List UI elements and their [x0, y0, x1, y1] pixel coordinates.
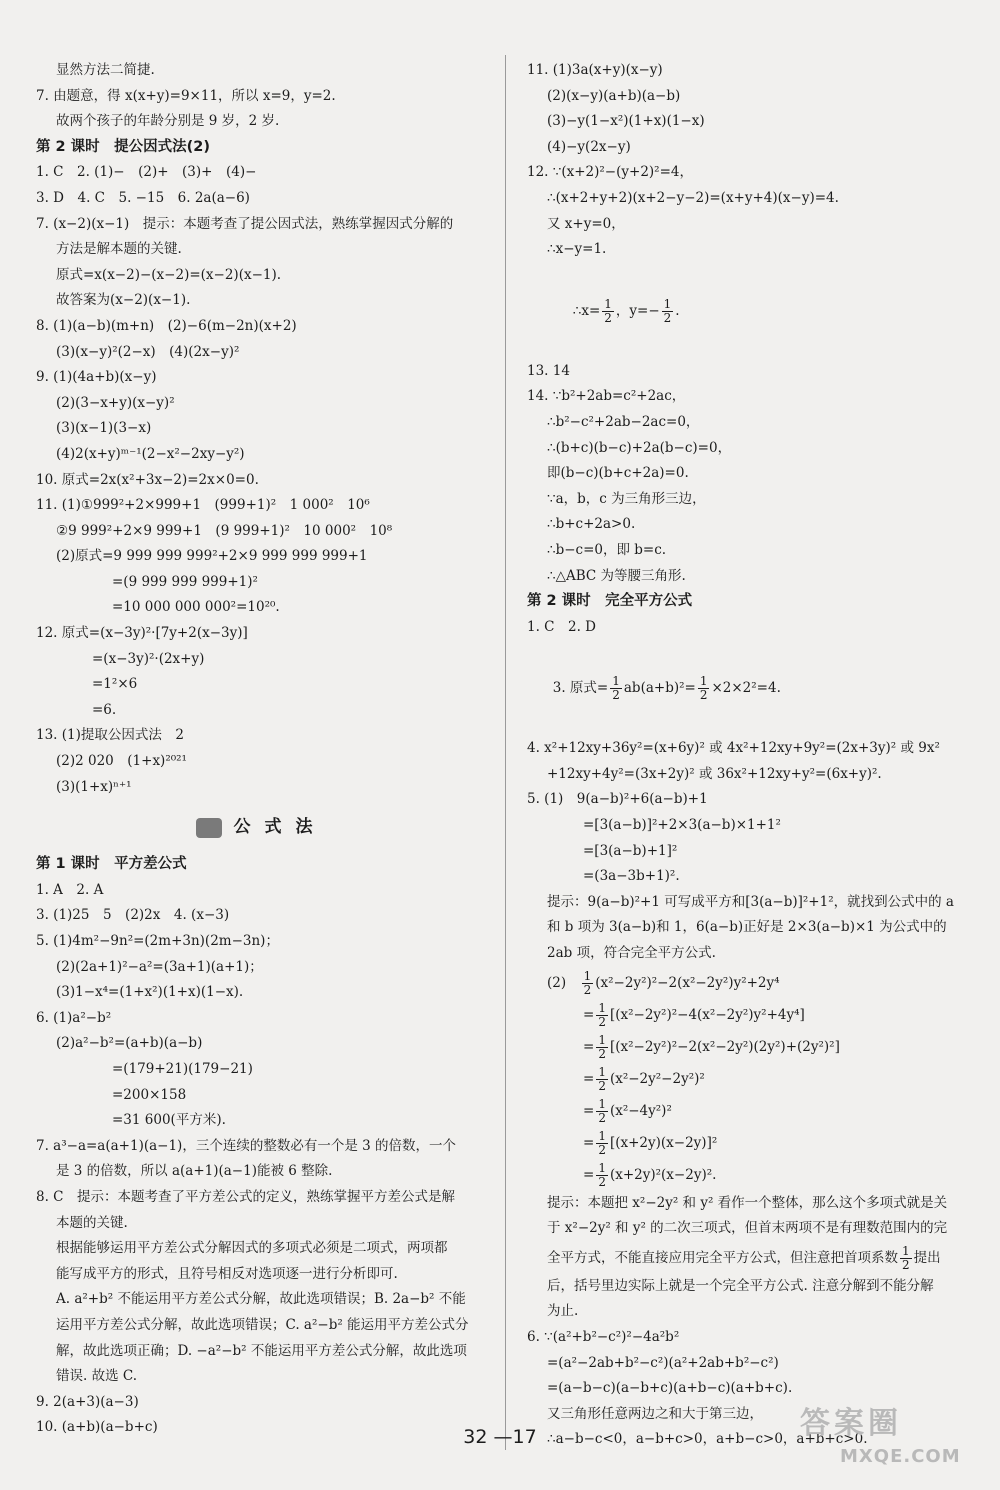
fraction-denominator: 2 [663, 310, 672, 325]
text-line: 提示：9(a−b)²+1 可写成平方和[3(a−b)]²+1²，就找到公式中的 a [547, 893, 954, 910]
right-column [527, 58, 979, 1453]
text-run: = [583, 1070, 595, 1087]
fraction-numerator: 1 [598, 1032, 606, 1047]
text-run: . [675, 302, 680, 319]
text-line: (3)(x−1)(3−x) [56, 420, 152, 437]
text-line: =(9 999 999 999+1)² [112, 573, 258, 590]
fraction-denominator: 2 [583, 982, 592, 997]
text-line: (4)−y(2x−y) [547, 138, 631, 155]
text-line: (4)2(x+y)ᵐ⁻¹(2−x²−2xy−y²) [56, 445, 245, 462]
fraction [596, 1162, 608, 1189]
fraction [596, 1130, 608, 1157]
text-run: (x²−2y²−2y²)² [609, 1070, 705, 1087]
text-line: 13. 14 [527, 362, 570, 379]
section-title: 公式法 [233, 817, 327, 838]
text-line: =10 000 000 000²=10²⁰. [112, 599, 280, 616]
text-line: 能写成平方的形式，且符号相反对选项逐一进行分析即可. [56, 1265, 398, 1282]
text-line: 故答案为(x−2)(x−1). [56, 292, 191, 309]
solution-line [527, 640, 979, 736]
fraction-numerator: 1 [699, 674, 708, 689]
text-run: ，y=− [615, 302, 660, 319]
text-line: 和 b 项为 3(a−b)和 1，6(a−b)正好是 2×3(a−b)×1 为公式中的 [547, 919, 947, 936]
text-line: =(3a−3b+1)². [583, 868, 680, 885]
text-line: 提示：本题把 x²−2y² 和 y² 看作一个整体，那么这个多项式就是关 [547, 1194, 948, 1211]
text-line: 5. (1) 9(a−b)²+6(a−b)+1 [527, 791, 708, 808]
text-run: 3. 原式= [552, 680, 609, 697]
text-line: 又三角形任意两边之和大于第三边， [547, 1405, 763, 1422]
fraction-numerator: 1 [598, 1096, 606, 1111]
text-line: 14. ∵b²+2ab=c²+2ac， [527, 388, 686, 405]
text-line: 9. 2(a+3)(a−3) [36, 1393, 139, 1410]
text-line: ∴△ABC 为等腰三角形. [547, 567, 686, 584]
fraction-denominator: 2 [598, 1046, 606, 1061]
text-line: 后，括号里边实际上就是一个完全平方公式. 注意分解到不能分解 [547, 1277, 934, 1294]
text-line: ∴a−b−c<0，a−b+c>0，a+b−c>0，a+b+c>0. [547, 1431, 868, 1448]
text-line: 显然方法二简捷. [56, 62, 155, 78]
text-line: 3. (1)25 5 (2)2x 4. (x−3) [36, 907, 230, 924]
text-run: = [583, 1038, 595, 1055]
fraction [582, 970, 594, 997]
fraction [602, 298, 614, 325]
text-run: ∴x= [572, 302, 601, 319]
text-run: = [583, 1102, 595, 1119]
text-line: 5. (1)4m²−9n²=(2m+3n)(2m−3n)； [36, 933, 279, 949]
lesson-heading: 第 2 课时 提公因式法(2) [36, 138, 211, 155]
fraction-numerator: 1 [663, 296, 672, 311]
watermark-url: MXQE.COM [840, 1446, 961, 1467]
section-header [36, 806, 486, 850]
text-line: 8. (1)(a−b)(m+n) (2)−6(m−2n)(x+2) [36, 317, 297, 334]
text-run: ab(a+b)²= [623, 680, 696, 697]
text-run: [(x²−2y²)²−4(x²−2y²)y²+4y⁴] [609, 1006, 805, 1023]
text-line: 10. 原式=2x(x²+3x−2)=2x×0=0. [36, 471, 259, 488]
fraction-numerator: 1 [604, 296, 612, 311]
solution-line [527, 263, 979, 359]
text-line: 本题的关键. [56, 1214, 128, 1231]
text-line: (2)(3−x+y)(x−y)² [56, 394, 175, 411]
solution-line [527, 1063, 979, 1095]
text-line: 11. (1)①999²+2×999+1 (999+1)² 1 000² 10⁶ [36, 497, 370, 514]
fraction-denominator: 2 [598, 1078, 606, 1093]
solution-line [527, 1242, 979, 1274]
text-line: 12. ∵(x+2)²−(y+2)²=4， [527, 164, 693, 181]
solution-line [527, 1095, 979, 1127]
text-run: (x²−2y²)²−2(x²−2y²)y²+2y⁴ [595, 974, 780, 991]
fraction-denominator: 2 [598, 1174, 606, 1189]
text-line: 6. (1)a²−b² [36, 1009, 112, 1026]
fraction-numerator: 1 [612, 674, 620, 689]
text-line: (2)2 020 (1+x)²⁰²¹ [56, 753, 187, 770]
solution-line [527, 967, 979, 999]
text-line: (3)(x−y)²(2−x) (4)(2x−y)² [56, 343, 240, 360]
text-line: 运用平方差公式分解，故此选项错误；C. a²−b² 能运用平方差公式分 [56, 1316, 469, 1333]
text-run: = [583, 1166, 595, 1183]
text-line: 解，故此选项正确；D. −a²−b² 不能运用平方差公式分解，故此选项 [56, 1342, 467, 1359]
fraction-denominator: 2 [604, 310, 612, 325]
fraction-numerator: 1 [598, 1160, 606, 1175]
text-line: 1. A 2. A [36, 881, 104, 898]
text-run: [(x+2y)(x−2y)]² [609, 1134, 718, 1151]
text-line: 是 3 的倍数，所以 a(a+1)(a−1)能被 6 整除. [56, 1163, 333, 1180]
text-run: 全平方式，不能直接应用完全平方公式，但注意把首项系数 [547, 1249, 898, 1266]
text-run: [(x²−2y²)²−2(x²−2y²)(2y²)+(2y²)²] [609, 1038, 840, 1055]
text-line: =(x−3y)²·(2x+y) [92, 650, 205, 667]
text-line: 7. 由题意，得 x(x+y)=9×11，所以 x=9，y=2. [36, 87, 336, 104]
text-line: 13. (1)提取公因式法 2 [36, 727, 184, 744]
fraction-denominator: 2 [612, 688, 620, 703]
text-line: =[3(a−b)]²+2×3(a−b)×1+1² [583, 817, 781, 834]
text-run: = [583, 1134, 595, 1151]
section-badge-icon [196, 818, 222, 838]
fraction-denominator: 2 [902, 1257, 910, 1272]
text-line: (2)(x−y)(a+b)(a−b) [547, 87, 681, 104]
text-line: (2)a²−b²=(a+b)(a−b) [56, 1035, 203, 1052]
solution-line [527, 999, 979, 1031]
text-line: ∴x−y=1. [547, 241, 607, 258]
text-line: 9. (1)(4a+b)(x−y) [36, 369, 157, 386]
fraction-denominator: 2 [598, 1110, 606, 1125]
fraction-numerator: 1 [598, 1064, 606, 1079]
text-line: (3)−y(1−x²)(1+x)(1−x) [547, 113, 705, 130]
text-line: ∴b−c=0，即 b=c. [547, 541, 667, 558]
text-line: 即(b−c)(b+c+2a)=0. [547, 465, 689, 482]
text-line: 1. C 2. D [527, 618, 596, 635]
text-line: (3)1−x⁴=(1+x²)(1+x)(1−x). [56, 984, 244, 1001]
text-line: (2)(2a+1)²−a²=(3a+1)(a+1)； [56, 958, 263, 975]
text-line: A. a²+b² 不能运用平方差公式分解，故此选项错误；B. 2a−b² 不能 [56, 1291, 466, 1308]
fraction [596, 1002, 608, 1029]
text-run: ×2×2²=4. [711, 680, 781, 697]
text-line: ②9 999²+2×9 999+1 (9 999+1)² 10 000² 10⁸ [56, 522, 393, 539]
watermark-logo [800, 1398, 990, 1478]
fraction-numerator: 1 [598, 1000, 606, 1015]
text-line: =1²×6 [92, 676, 138, 693]
fraction [900, 1245, 912, 1272]
text-line: 7. (x−2)(x−1) 提示：本题考查了提公因式法，熟练掌握因式分解的 [36, 215, 454, 232]
text-line: ∴(x+2+y+2)(x+2−y−2)=(x+y+4)(x−y)=4. [547, 189, 839, 206]
text-line: 根据能够运用平方差公式分解因式的多项式必须是二项式，两项都 [56, 1240, 448, 1257]
watermark-text: 答案圈 [800, 1406, 902, 1441]
text-line: 方法是解本题的关键. [56, 241, 182, 258]
text-line: ∴(b+c)(b−c)+2a(b−c)=0， [547, 439, 732, 456]
text-line: 4. x²+12xy+36y²=(x+6y)² 或 4x²+12xy+9y²=(2x+3y)² 或 9x² [527, 740, 940, 757]
fraction-numerator: 1 [598, 1128, 606, 1143]
text-run: = [583, 1006, 595, 1023]
text-line: +12xy+4y²=(3x+2y)² 或 36x²+12xy+y²=(6x+y)². [547, 765, 882, 782]
fraction-denominator: 2 [598, 1014, 606, 1029]
text-line: 2ab 项，符合完全平方公式. [547, 945, 716, 962]
solution-line [527, 1127, 979, 1159]
text-line: 8. C 提示：本题考查了平方差公式的定义，熟练掌握平方差公式是解 [36, 1188, 456, 1205]
text-line: 1. C 2. (1)− (2)+ (3)+ (4)− [36, 164, 257, 181]
text-line: =200×158 [112, 1086, 187, 1103]
lesson-heading: 第 2 课时 完全平方公式 [527, 593, 693, 610]
text-line: =[3(a−b)+1]² [583, 842, 678, 859]
fraction [662, 298, 674, 325]
solution-line [527, 1159, 979, 1191]
text-line: 于 x²−2y² 和 y² 的二次三项式，但首末两项不是有理数范围内的完 [547, 1220, 948, 1237]
fraction [596, 1066, 608, 1093]
text-line: 10. (a+b)(a−b+c) [36, 1419, 158, 1436]
lesson-heading: 第 1 课时 平方差公式 [36, 856, 187, 873]
fraction [596, 1098, 608, 1125]
text-run: (x²−4y²)² [609, 1102, 672, 1119]
text-line: ∵a，b，c 为三角形三边， [547, 490, 706, 507]
text-line: (3)(1+x)ⁿ⁺¹ [56, 778, 132, 795]
text-run: (x+2y)²(x−2y)². [609, 1166, 717, 1183]
fraction [610, 675, 622, 702]
text-line: 6. ∵(a²+b²−c²)²−4a²b² [527, 1329, 680, 1345]
text-line: ∴b+c+2a>0. [547, 516, 636, 533]
text-line: 故两个孩子的年龄分别是 9 岁，2 岁. [56, 113, 280, 130]
left-column [36, 58, 486, 1441]
text-line: =31 600(平方米). [112, 1112, 226, 1129]
fraction-numerator: 1 [902, 1243, 910, 1258]
text-line: =(a−b−c)(a−b+c)(a+b−c)(a+b+c). [547, 1380, 793, 1397]
page-number: 32 —17 [463, 1426, 537, 1448]
column-divider [505, 55, 506, 1450]
text-line: 错误. 故选 C. [56, 1368, 138, 1385]
text-line: 7. a³−a=a(a+1)(a−1)，三个连续的整数必有一个是 3 的倍数，一个 [36, 1137, 456, 1154]
solution-line [527, 1031, 979, 1063]
text-run: 提出 [913, 1249, 941, 1266]
text-line: =(179+21)(179−21) [112, 1060, 253, 1077]
text-line: =6. [92, 701, 117, 718]
fraction [698, 675, 710, 702]
text-line: 3. D 4. C 5. −15 6. 2a(a−6) [36, 189, 250, 206]
text-line: =(a²−2ab+b²−c²)(a²+2ab+b²−c²) [547, 1354, 779, 1371]
text-run: (2) [547, 974, 580, 991]
fraction-denominator: 2 [699, 688, 708, 703]
text-line: 12. 原式=(x−3y)²·[7y+2(x−3y)] [36, 625, 248, 642]
fraction-numerator: 1 [583, 968, 592, 983]
text-line: 11. (1)3a(x+y)(x−y) [527, 62, 663, 78]
fraction [596, 1034, 608, 1061]
text-line: 又 x+y=0， [547, 215, 625, 232]
text-line: 为止. [547, 1303, 579, 1320]
text-line: 原式=x(x−2)−(x−2)=(x−2)(x−1). [56, 266, 282, 283]
text-line: (2)原式=9 999 999 999²+2×9 999 999 999+1 [56, 548, 368, 565]
text-line: ∴b²−c²+2ab−2ac=0， [547, 413, 700, 430]
fraction-denominator: 2 [598, 1142, 606, 1157]
